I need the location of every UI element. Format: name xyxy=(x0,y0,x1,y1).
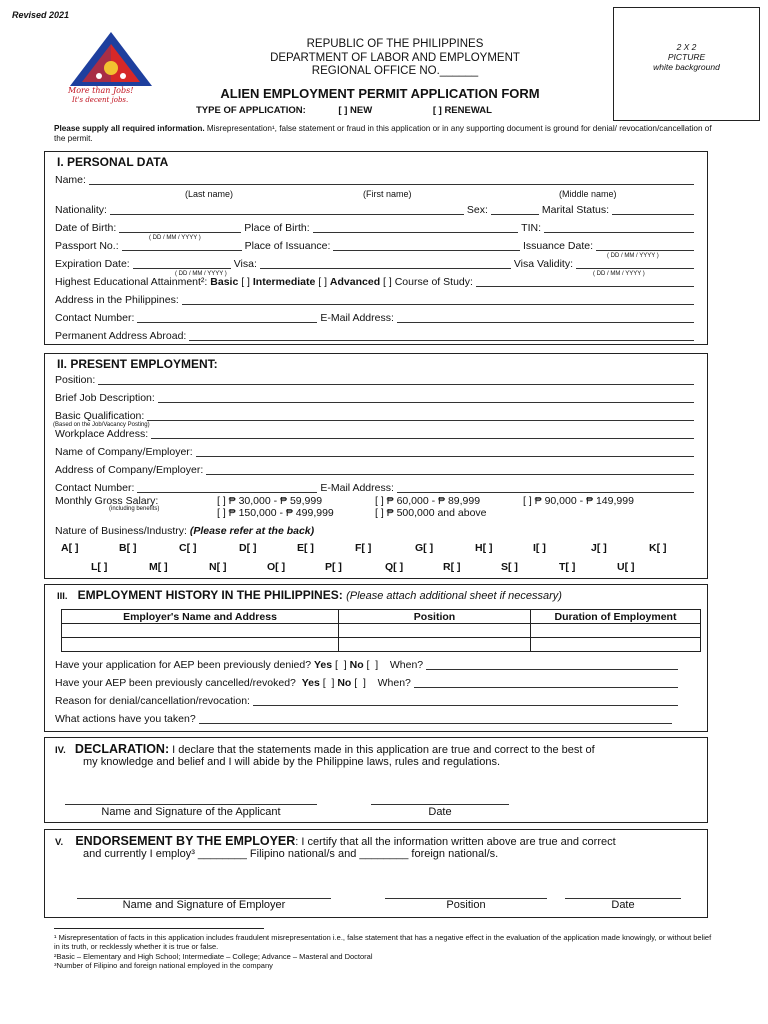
salary-label: Monthly Gross Salary: xyxy=(55,495,159,507)
logo-tagline-2: It's decent jobs. xyxy=(72,96,129,104)
expiration-label: Expiration Date: xyxy=(55,258,130,270)
revoked-question: Have your AEP been previously cancelled/revoked? xyxy=(55,677,296,689)
form-title: ALIEN EMPLOYMENT PERMIT APPLICATION FORM xyxy=(220,86,540,101)
section-3-title xyxy=(57,588,562,602)
col-position: Position xyxy=(339,610,531,624)
section-personal-data: I. PERSONAL DATA Name: (Last name) (First name) (Middle name) Nationality: Sex: Marital Status: Date of Birth: Place of Birth: TIN: ( DD / MM / YYYY ) Passport No.: Place of Issuance: Issuance Date: ( DD / MM / YYYY ) Expiration Date: Visa: Visa Validity: ( DD / MM / YYYY ) ( DD / MM / YYYY ) Highest Educational Attainment²: Basic [ ] Intermediate [ ] Advanced [ ] Course of Study: Address in the Philippines: Contact Number: E-Mail Address: Permanent Address Abroad: xyxy=(44,151,708,345)
notice-bold: Please supply all required information. xyxy=(54,124,205,133)
applicant-signature-line[interactable] xyxy=(65,804,317,805)
email-field[interactable] xyxy=(397,312,694,323)
footnote-1: ¹ Misrepresentation of facts in this application includes fraudulent misrepresentation i.e., false statement that has a negative effect in the evaluation of the application made knowingly, or without belief in its truth, or recklessly whether it is true or false. xyxy=(54,933,712,952)
table-cell[interactable] xyxy=(531,624,701,638)
industry-K[interactable]: K[ ] xyxy=(649,542,667,554)
pob-label: Place of Birth: xyxy=(244,222,310,234)
employer-signature-label: Name and Signature of Employer xyxy=(122,899,286,911)
table-row xyxy=(62,638,701,652)
applicant-date-label: Date xyxy=(428,806,452,818)
section-employment-history: III. EMPLOYMENT HISTORY IN THE PHILIPPINES: (Please attach additional sheet if necessary) Employer's Name and Address Position Duration of Employment Have your application for AEP been previously denied? Yes [ ] No [ ] When? Have your AEP been previously cancelled/revoked? Yes [ ] No [ ] When? Reason for denial/cancellation/revocation: What actions have you taken? xyxy=(44,584,708,732)
dob-format: ( DD / MM / YYYY ) xyxy=(149,235,201,241)
photo-note: white background xyxy=(653,62,720,72)
tin-field[interactable] xyxy=(544,222,694,233)
qualification-field[interactable] xyxy=(147,410,694,421)
revoked-when-field[interactable] xyxy=(414,677,678,688)
poi-label: Place of Issuance: xyxy=(244,240,331,252)
section-present-employment xyxy=(44,353,708,579)
nationality-label: Nationality: xyxy=(55,204,107,216)
poi-field[interactable] xyxy=(333,240,520,251)
notice xyxy=(54,124,714,144)
issuance-date-field[interactable] xyxy=(596,240,694,251)
section-3-note: (Please attach additional sheet if necessary) xyxy=(346,590,562,602)
visa-label: Visa: xyxy=(233,258,257,270)
visa-validity-label: Visa Validity: xyxy=(513,258,573,270)
application-type xyxy=(196,105,492,116)
footnote-rule xyxy=(54,928,264,929)
header-republic: REPUBLIC OF THE PHILIPPINES xyxy=(306,38,484,50)
employer-email-label: E-Mail Address: xyxy=(320,482,394,494)
qualification-label: Basic Qualification: xyxy=(55,410,145,422)
section-2-title: II. PRESENT EMPLOYMENT: xyxy=(57,357,218,371)
industry-M[interactable]: M[ ] xyxy=(149,561,168,573)
industry-T[interactable]: T[ ] xyxy=(559,561,576,573)
salary-option-2[interactable]: [ ] ₱ 60,000 - ₱ 89,999 xyxy=(375,495,481,507)
issuance-date-label: Issuance Date: xyxy=(522,240,593,252)
nature-label: Nature of Business/Industry: xyxy=(55,525,187,537)
salary-option-4[interactable]: [ ] ₱ 150,000 - ₱ 499,999 xyxy=(217,507,334,519)
intermediate-option[interactable]: Intermediate xyxy=(252,276,316,288)
renewal-checkbox[interactable]: [ ] RENEWAL xyxy=(432,105,492,116)
email-label: E-Mail Address: xyxy=(320,312,394,324)
salary-option-3[interactable]: [ ] ₱ 90,000 - ₱ 149,999 xyxy=(523,495,634,507)
contact-label: Contact Number: xyxy=(55,312,135,324)
industry-E[interactable]: E[ ] xyxy=(297,542,314,554)
revoked-no[interactable]: No xyxy=(337,677,352,689)
section-3-number: III. xyxy=(57,591,68,602)
dob-field[interactable] xyxy=(119,222,241,233)
perm-address-field[interactable] xyxy=(189,330,694,341)
revised-label: Revised 2021 xyxy=(12,10,70,20)
endorsement-text-1: : I certify that all the information written above are true and correct xyxy=(295,836,616,848)
industry-A[interactable]: A[ ] xyxy=(61,542,79,554)
denied-when-field[interactable] xyxy=(426,659,678,670)
dob-label: Date of Birth: xyxy=(55,222,117,234)
qualification-note: (Based on the Job/Vacancy Posting) xyxy=(53,422,150,428)
employer-email-field[interactable] xyxy=(397,482,694,493)
industry-B[interactable]: B[ ] xyxy=(119,542,137,554)
table-cell[interactable] xyxy=(62,638,339,652)
table-row xyxy=(62,624,701,638)
job-description-label: Brief Job Description: xyxy=(55,392,155,404)
industry-J[interactable]: J[ ] xyxy=(591,542,607,554)
industry-row-2 xyxy=(91,561,635,573)
industry-P[interactable]: P[ ] xyxy=(325,561,342,573)
header-department: DEPARTMENT OF LABOR AND EMPLOYMENT xyxy=(270,52,520,64)
tin-label: TIN: xyxy=(521,222,541,234)
logo-tagline-1: More than Jobs! xyxy=(68,86,134,95)
expiration-field[interactable] xyxy=(133,258,231,269)
industry-C[interactable]: C[ ] xyxy=(179,542,197,554)
pob-field[interactable] xyxy=(313,222,519,233)
marital-status-label: Marital Status: xyxy=(541,204,609,216)
new-checkbox[interactable]: [ ] NEW xyxy=(338,105,373,116)
industry-L[interactable]: L[ ] xyxy=(91,561,108,573)
reason-field[interactable] xyxy=(253,695,678,706)
company-address-label: Address of Company/Employer: xyxy=(55,464,204,476)
col-employer: Employer's Name and Address xyxy=(62,610,339,624)
company-address-field[interactable] xyxy=(206,464,694,475)
table-cell[interactable] xyxy=(62,624,339,638)
company-field[interactable] xyxy=(196,446,694,457)
table-cell[interactable] xyxy=(531,638,701,652)
section-4-number: IV. xyxy=(55,745,66,756)
course-label: Course of Study: xyxy=(394,276,473,288)
header-regional-office: REGIONAL OFFICE NO.______ xyxy=(311,65,479,77)
first-name-caption: (First name) xyxy=(363,189,412,199)
declaration-line-1 xyxy=(55,742,595,756)
endorsement-text-2: and currently I employ³ ________ Filipino national/s and ________ foreign national/s. xyxy=(83,848,499,860)
industry-Q[interactable]: Q[ ] xyxy=(385,561,404,573)
footnote-3: ³Number of Filipino and foreign national employed in the company xyxy=(54,961,273,970)
employer-contact-field[interactable] xyxy=(137,482,317,493)
visa-field[interactable] xyxy=(260,258,511,269)
workplace-label: Workplace Address: xyxy=(55,428,149,440)
industry-F[interactable]: F[ ] xyxy=(355,542,372,554)
declaration-text-2: my knowledge and belief and I will abide by the Philippine laws, rules and regulations. xyxy=(83,756,501,768)
industry-D[interactable]: D[ ] xyxy=(239,542,257,554)
industry-R[interactable]: R[ ] xyxy=(443,561,461,573)
applicant-signature-label: Name and Signature of the Applicant xyxy=(101,806,281,818)
col-duration: Duration of Employment xyxy=(531,610,701,624)
industry-H[interactable]: H[ ] xyxy=(475,542,493,554)
denied-no[interactable]: No xyxy=(349,659,364,671)
company-label: Name of Company/Employer: xyxy=(55,446,193,458)
section-1-title: I. PERSONAL DATA xyxy=(57,155,169,169)
industry-S[interactable]: S[ ] xyxy=(501,561,518,573)
education-label: Highest Educational Attainment²: xyxy=(55,276,208,288)
address-ph-label: Address in the Philippines: xyxy=(55,294,179,306)
salary-note: (including benefits) xyxy=(109,506,160,512)
application-type-label: TYPE OF APPLICATION: xyxy=(196,105,306,116)
visa-validity-format: ( DD / MM / YYYY ) xyxy=(593,271,645,277)
nature-note: (Please refer at the back) xyxy=(189,525,315,537)
industry-O[interactable]: O[ ] xyxy=(267,561,286,573)
position-field[interactable] xyxy=(98,374,694,385)
position-label: Position: xyxy=(55,374,96,386)
basic-option[interactable]: Basic xyxy=(210,276,239,288)
job-description-field[interactable] xyxy=(158,392,694,403)
visa-validity-field[interactable] xyxy=(576,258,694,269)
salary-option-5[interactable]: [ ] ₱ 500,000 and above xyxy=(375,507,487,519)
revoked-yes[interactable]: Yes xyxy=(301,677,320,689)
denied-yes[interactable]: Yes xyxy=(313,659,333,671)
denied-question: Have your application for AEP been previously denied? xyxy=(55,659,312,671)
footnote-2: ²Basic – Elementary and High School; Intermediate – College; Advance – Masteral and Doctoral xyxy=(54,952,373,961)
employer-contact-label: Contact Number: xyxy=(55,482,135,494)
nationality-field[interactable] xyxy=(110,204,464,215)
reason-label: Reason for denial/cancellation/revocation: xyxy=(55,695,250,707)
section-5-title: ENDORSEMENT BY THE EMPLOYER xyxy=(75,834,296,848)
industry-N[interactable]: N[ ] xyxy=(209,561,227,573)
passport-label: Passport No.: xyxy=(55,240,119,252)
issuance-date-format: ( DD / MM / YYYY ) xyxy=(607,253,659,259)
history-table xyxy=(61,609,701,652)
section-declaration xyxy=(44,737,708,823)
endorsement-line-1 xyxy=(55,834,616,848)
workplace-field[interactable] xyxy=(151,428,694,439)
employer-date-label: Date xyxy=(611,899,635,911)
dole-logo xyxy=(66,30,156,110)
passport-field[interactable] xyxy=(122,240,242,251)
actions-field[interactable] xyxy=(199,713,672,724)
salary-option-1[interactable]: [ ] ₱ 30,000 - ₱ 59,999 xyxy=(217,495,323,507)
address-ph-field[interactable] xyxy=(182,294,694,305)
actions-label: What actions have you taken? xyxy=(55,713,196,725)
advanced-option[interactable]: Advanced xyxy=(329,276,381,288)
section-5-number: V. xyxy=(55,837,64,848)
photo-label: PICTURE xyxy=(667,52,706,62)
industry-row-1 xyxy=(61,542,667,554)
employer-position-label: Position xyxy=(446,899,486,911)
section-4-title: DECLARATION: xyxy=(74,742,170,756)
photo-size: 2 X 2 xyxy=(676,42,697,52)
course-field[interactable] xyxy=(476,276,694,287)
notice-text: Misrepresentation¹, false statement or fraud in this application or in any supporting document is ground for denial/ revocation/cancellation of the permit. xyxy=(54,124,712,143)
industry-G[interactable]: G[ ] xyxy=(415,542,434,554)
middle-name-caption: (Middle name) xyxy=(559,189,617,199)
marital-status-field[interactable] xyxy=(612,204,694,215)
revoked-when-label: When? xyxy=(377,677,411,689)
table-cell[interactable] xyxy=(339,638,531,652)
contact-field[interactable] xyxy=(137,312,317,323)
sex-field[interactable] xyxy=(491,204,539,215)
sex-label: Sex: xyxy=(466,204,488,216)
industry-I[interactable]: I[ ] xyxy=(533,542,546,554)
expiration-format: ( DD / MM / YYYY ) xyxy=(175,271,227,277)
denied-when-label: When? xyxy=(389,659,424,671)
section-3-heading: EMPLOYMENT HISTORY IN THE PHILIPPINES: xyxy=(77,588,343,602)
declaration-text-1: I declare that the statements made in this application are true and correct to the best of xyxy=(169,744,595,756)
name-label: Name: xyxy=(55,174,86,186)
table-cell[interactable] xyxy=(339,624,531,638)
last-name-caption: (Last name) xyxy=(185,189,234,199)
section-endorsement xyxy=(44,829,708,918)
applicant-date-line[interactable] xyxy=(371,804,509,805)
name-field[interactable] xyxy=(89,174,694,185)
photo-box xyxy=(613,7,760,121)
perm-address-label: Permanent Address Abroad: xyxy=(55,330,187,342)
industry-U[interactable]: U[ ] xyxy=(617,561,635,573)
